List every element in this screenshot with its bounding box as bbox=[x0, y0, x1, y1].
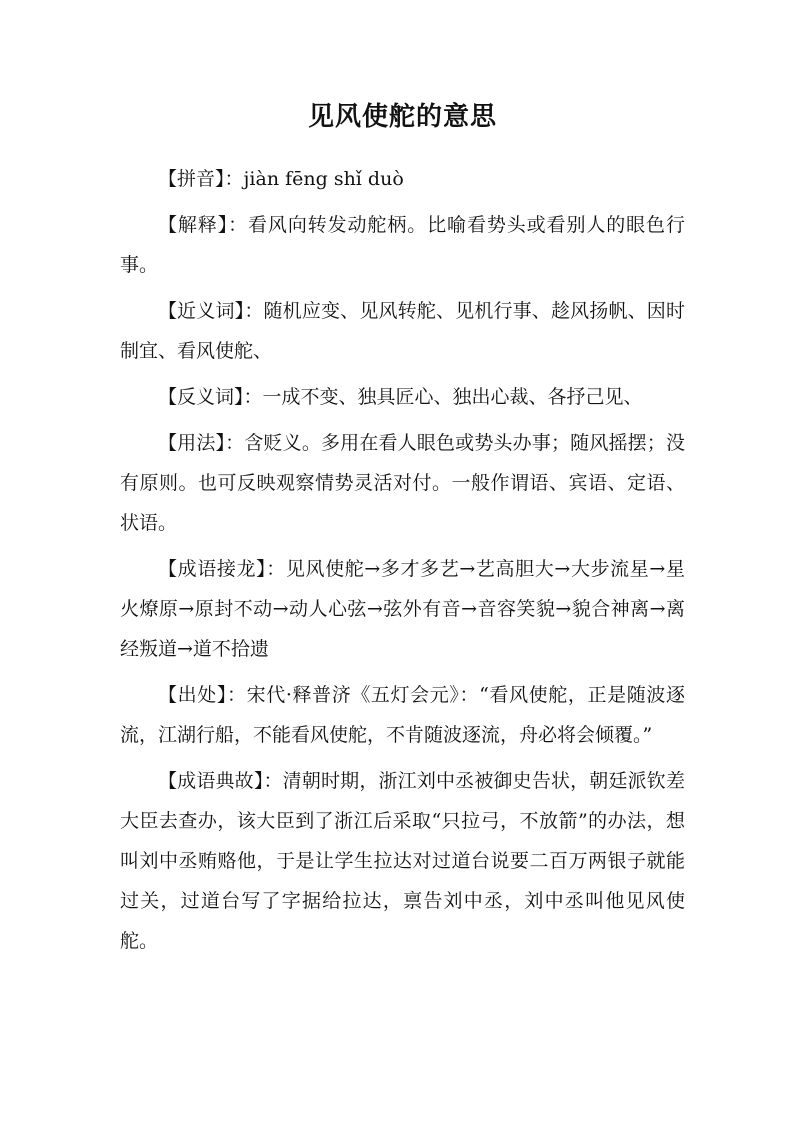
entry-separator: ： bbox=[263, 770, 283, 792]
entry-text: 清朝时期，浙江刘中丞被御史告状，朝廷派钦差大臣去查办，该大臣到了浙江后采取“只拉弓，不放箭”的办法，想叫刘中丞贿赂他，于是让学生拉达对过道台说要二百万两银子就能过关，过道台写了字据给拉达，禀告刘中丞，刘中丞叫他见风使舵。 bbox=[120, 770, 685, 952]
entry-text: jiàn fēng shǐ duò bbox=[243, 168, 404, 190]
entry-label: 【成语典故】 bbox=[158, 770, 264, 792]
page-title: 见风使舵的意思 bbox=[307, 102, 497, 132]
entry-label: 【拼音】 bbox=[158, 168, 225, 190]
entry-idiom-chain bbox=[120, 549, 685, 669]
document-page bbox=[120, 95, 685, 967]
entry-separator: ： bbox=[225, 432, 245, 454]
entry-text: 看风向转发动舵柄。比喻看势头或看别人的眼色行事。 bbox=[120, 214, 685, 276]
entry-label: 【成语接龙】 bbox=[158, 558, 267, 580]
entry-label: 【反义词】 bbox=[158, 386, 244, 408]
entry-text: 随机应变、见风转舵、见机行事、趁风扬帆、因时制宜、看风使舵、 bbox=[120, 300, 685, 362]
entry-source bbox=[120, 675, 685, 755]
entry-explanation bbox=[120, 205, 685, 285]
entry-separator: ： bbox=[266, 558, 286, 580]
entry-antonyms bbox=[120, 377, 685, 417]
entry-pinyin bbox=[120, 159, 685, 199]
entry-label: 【解释】 bbox=[158, 214, 229, 236]
entry-story bbox=[120, 761, 685, 961]
entry-separator: ： bbox=[243, 386, 263, 408]
entry-usage bbox=[120, 423, 685, 543]
entry-text: 一成不变、独具匠心、独出心裁、各抒己见、 bbox=[262, 386, 643, 408]
entry-text: 含贬义。多用在看人眼色或势头办事；随风摇摆；没有原则。也可反映观察情势灵活对付。一般作谓语、宾语、定语、状语。 bbox=[120, 432, 685, 534]
entry-synonyms bbox=[120, 291, 685, 371]
entry-separator: ： bbox=[244, 300, 264, 322]
entry-text: 见风使舵→多才多艺→艺高胆大→大步流星→星火燎原→原封不动→动人心弦→弦外有音→音容笑貌→貌合神离→离经叛道→道不拾遗 bbox=[120, 558, 685, 660]
entry-label: 【用法】 bbox=[158, 432, 226, 454]
entry-separator: ： bbox=[228, 214, 249, 236]
entry-label: 【出处】 bbox=[158, 684, 227, 706]
entry-label: 【近义词】 bbox=[158, 300, 245, 322]
entry-separator: ： bbox=[226, 684, 247, 706]
entry-text: 宋代·释普济《五灯会元》：“看风使舵，正是随波逐流，江湖行船，不能看风使舵，不肯随波逐流，舟必将会倾覆。” bbox=[120, 684, 685, 746]
entry-separator: ： bbox=[224, 168, 244, 190]
